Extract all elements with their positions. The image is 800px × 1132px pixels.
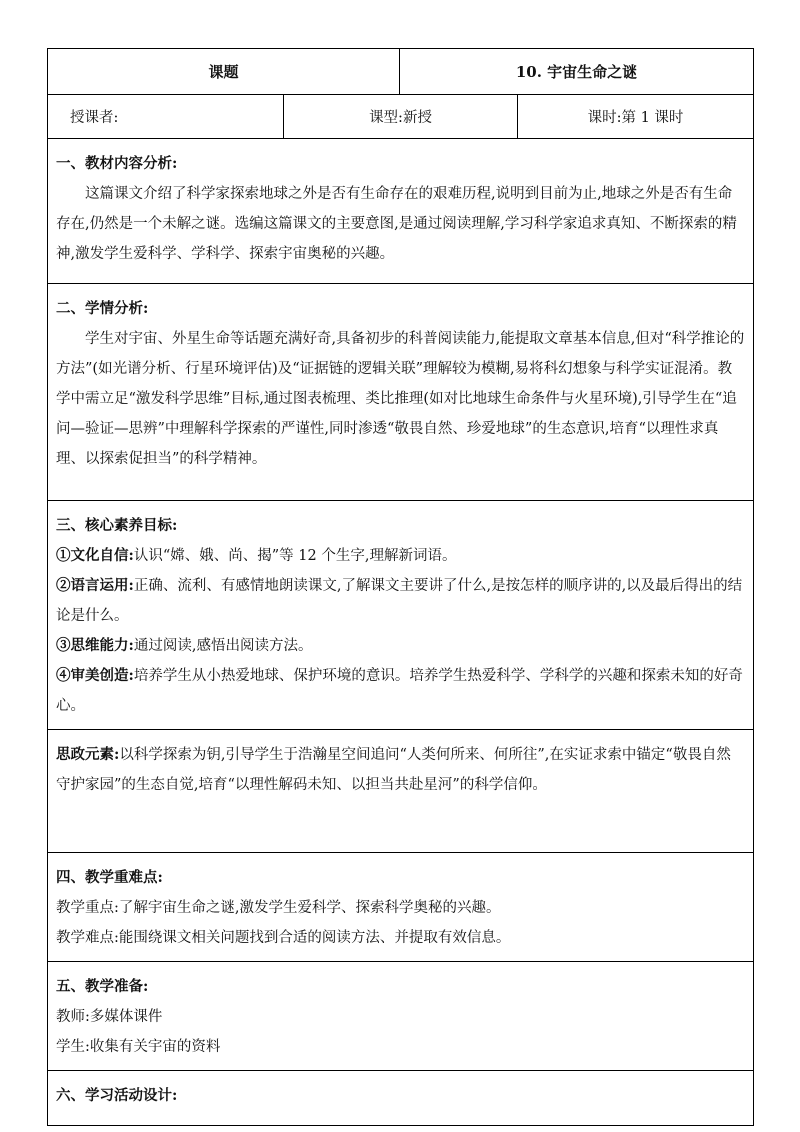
goal-label: ②语言运用: (56, 577, 134, 594)
ideology-text: 以科学探索为钥,引导学生于浩瀚星空间追问“人类何所来、何所往”,在实证求索中锚定“敬畏自然守护家园”的生态自觉,培育“以理性解码未知、以担当共赴星河”的科学信仰。 (56, 747, 731, 793)
goal-label: ④审美创造: (56, 667, 134, 684)
ideology-paragraph (56, 740, 745, 800)
goal-item (56, 661, 745, 721)
section1-body: 这篇课文介绍了科学家探索地球之外是否有生命存在的艰难历程,说明到目前为止,地球之外是否有生命存在,仍然是一个未解之谜。选编这篇课文的主要意图,是通过阅读理解,学习科学家追求真知、不断探索的精神,激发学生爱科学、学科学、探索宇宙奥秘的兴趣。 (56, 186, 737, 262)
title-row (48, 49, 754, 95)
goal-item (56, 631, 745, 661)
section2-body: 学生对宇宙、外星生命等话题充满好奇,具备初步的科普阅读能力,能提取文章基本信息,但对“科学推论的方法”(如光谱分析、行星环境评估)及“证据链的逻辑关联”理解较为模糊,易将科幻想象与科学实证混淆。教学中需立足“激发科学思维”目标,通过图表梳理、类比推理(如对比地球生命条件与火星环境),引导学生在“追问—验证—思辨”中理解科学探索的严谨性,同时渗透“敬畏自然、珍爱地球”的生态意识,培育“以理性求真理、以探索促担当”的科学精神。 (56, 331, 745, 467)
student-prep: 学生:收集有关宇宙的资料 (56, 1039, 221, 1055)
teacher-prep: 教师:多媒体课件 (56, 1009, 163, 1025)
section5-heading: 五、教学准备: (56, 978, 149, 995)
goal-text: 认识“嫦、娥、尚、揭”等 12 个生字,理解新词语。 (133, 548, 457, 564)
section-ideology (48, 730, 754, 853)
lesson-title: 10. 宇宙生命之谜 (400, 49, 754, 95)
goal-item (56, 541, 745, 571)
goal-label: ③思维能力: (56, 637, 134, 654)
goal-label: ①文化自信: (56, 547, 134, 564)
section-key-difficult-points (48, 853, 754, 962)
difficult-point: 教学难点:能围绕课文相关问题找到合适的阅读方法、并提取有效信息。 (56, 930, 511, 946)
lesson-type: 课型:新授 (284, 95, 518, 139)
section1-heading: 一、教材内容分析: (56, 155, 178, 172)
lesson-period: 课时:第 1 课时 (518, 95, 754, 139)
goal-text: 正确、流利、有感情地朗读课文,了解课文主要讲了什么,是按怎样的顺序讲的,以及最后得出的结论是什么。 (56, 578, 743, 624)
section-activity-design (48, 1071, 754, 1126)
goal-text: 培养学生从小热爱地球、保护环境的意识。培养学生热爱科学、学科学的兴趣和探索未知的好奇心。 (56, 668, 743, 714)
section-preparation (48, 962, 754, 1071)
ideology-label: 思政元素: (56, 746, 120, 763)
goal-text: 通过阅读,感悟出阅读方法。 (133, 638, 313, 654)
section-material-analysis (48, 139, 754, 284)
section3-heading: 三、核心素养目标: (56, 517, 178, 534)
goal-item (56, 571, 745, 631)
section2-heading: 二、学情分析: (56, 300, 149, 317)
section6-heading: 六、学习活动设计: (56, 1087, 178, 1104)
section4-heading: 四、教学重难点: (56, 869, 163, 886)
section-learner-analysis (48, 284, 754, 501)
section-core-goals (48, 501, 754, 730)
lesson-plan-table (47, 48, 754, 1126)
teacher-label: 授课者: (48, 95, 284, 139)
info-row (48, 95, 754, 139)
key-point: 教学重点:了解宇宙生命之谜,激发学生爱科学、探索科学奥秘的兴趣。 (56, 900, 501, 916)
lesson-label: 课题 (48, 49, 400, 95)
